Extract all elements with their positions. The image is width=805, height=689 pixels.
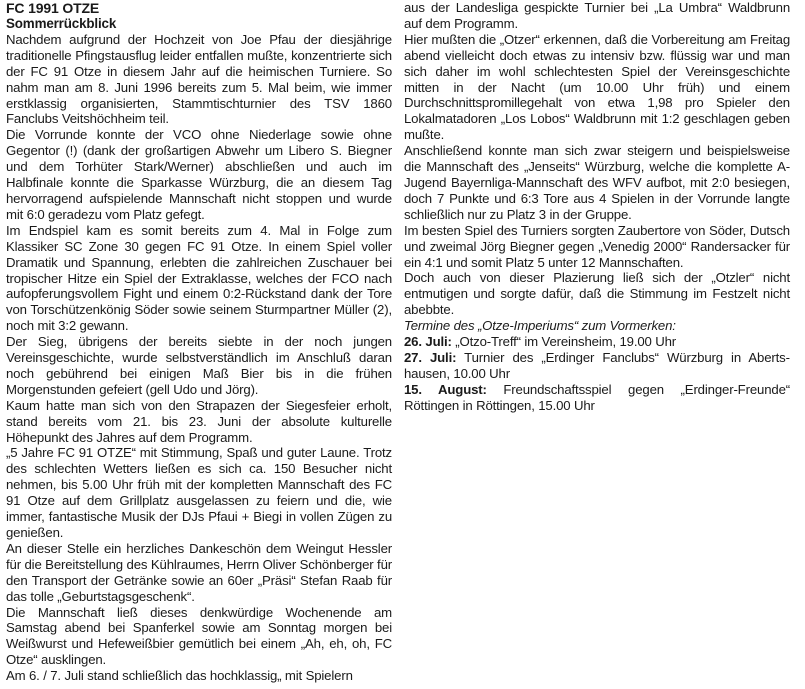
paragraph: An dieser Stelle ein herzliches Dankeschön dem Weingut Hessler für die Bereitstellung des Kühlraumes, Herrn Oliver Schönberger für den Transport der Getränke sowie an 60er „Präsi“ Stefan Raab für das tolle „Geburtstagsgeschenk“. — [6, 540, 392, 604]
paragraph: Hier mußten die „Otzer“ erkennen, daß die Vorbereitung am Freitag abend vielleicht doch etwas zu intensiv bzw. flüssig war und man sich daher im wohl schlechtesten Spiel der Vereinsgeschichte mitten in der Nacht (um 10.00 Uhr früh) und einem Durchschnittspromillegehalt von etwa 1,98 pro Spieler den Lokalmatadoren „Los Lobos“ Waldbrunn mit 1:2 geschlagen geben mußte. — [404, 31, 790, 143]
article-subtitle: Sommerrückblick — [6, 16, 117, 31]
paragraph: Im besten Spiel des Turniers sorgten Zaubertore von Söder, Dutsch und zweimal Jörg Biegner gegen „Venedig 2000“ Randersacker für ein 4:1 und somit Platz 5 unter 12 Mannschaften. — [404, 222, 790, 270]
date-label: 15. August: — [404, 381, 487, 397]
paragraph: Am 6. / 7. Juli stand schließlich das hochklassig„ mit Spielern — [6, 668, 353, 684]
date-label: 26. Juli: — [404, 334, 452, 350]
date-label: 27. Juli: — [404, 349, 457, 365]
paragraph: Die Mannschaft ließ dieses denkwürdige Wochenende am Samstag abend bei Spanferkel sowie am Sonntag morgen bei Weißwurst und Hefeweißbier gemütlich bei einem „Ah, eh, oh, FC Otze“ ausklingen. — [6, 604, 392, 668]
paragraph: Anschließend konnte man sich zwar steigern und beispielsweise die Mannschaft des „Jenseits“ Würzburg, welche die komplette A-Jugend Bayernliga-Mannschaft des WFV aufbot, mit 2:0 besiegen, doch 7 Punkte und 6:3 Tore aus 4 Spielen in der Vorrunde langte schließlich nur zu Platz 3 in der Gruppe. — [404, 143, 790, 222]
date-text: „Otzo-Treff“ im Vereinsheim, 19.00 Uhr — [451, 334, 677, 350]
paragraph: Die Vorrunde konnte der VCO ohne Niederlage sowie ohne Gegentor (!) (dank der großartigen Abwehr um Libero S. Biegner und dem Torhüter Stark/Werner) abschließen und auch im Halbfinale konnte die Sparkasse Würzburg, die an diesem Tag hervorragend aufspielende Mannschaft nicht stoppen und wurde mit 6:0 geradezu vom Platz gefegt. — [6, 127, 392, 222]
dates-heading: Termine des „Otze-Imperiums“ zum Vormerken: — [404, 318, 676, 334]
paragraph: aus der Landesliga gespickte Turnier bei „La Umbra“ Waldbrunn auf dem Programm. — [404, 0, 790, 31]
date-text: Freundschaftsspiel gegen „Erdinger-Freunde“ Röttingen in Röttingen, 15.00 Uhr — [404, 381, 790, 413]
date-entry — [404, 350, 790, 382]
paragraph: Doch auch von dieser Plazierung ließ sich der „Otzler“ nicht entmutigen und sorgte dafür, daß die Stimmung im Festzelt nicht abebbte. — [404, 270, 790, 318]
paragraph: Der Sieg, übrigens der bereits siebte in der noch jungen Vereinsgeschichte, wurde selbstverständlich im Anschluß daran noch gebührend bei einigen Maß Bier bis in die frühen Morgenstunden gefeiert (gell Udo und Jörg). — [6, 334, 392, 397]
paragraph: Kaum hatte man sich von den Strapazen der Siegesfeier erholt, stand bereits vom 21. bis 23. Juni der absolute kulturelle Höhepunkt des Jahres auf dem Programm. — [6, 397, 392, 445]
paragraph: „5 Jahre FC 91 OTZE“ mit Stimmung, Spaß und guter Laune. Trotz des schlechten Wetters ließen es sich ca. 150 Besucher nicht nehmen, bis 5.00 Uhr früh mit der kompletten Mannschaft des FC 91 Otze auf dem Grillplatz ausgelassen zu feiern und die, wie immer, fantastische Musik der DJs Pfaui + Biegi in vollen Zügen zu genießen. — [6, 445, 392, 540]
paragraph: Nachdem aufgrund der Hochzeit von Joe Pfau der diesjährige traditionelle Pfingstausflug leider entfallen mußte, konzentrierte sich der FC 91 Otze in diesem Jahr auf die heimischen Turniere. So nahm man am 8. Juni 1996 bereits zum 5. Mal beim, wie immer erstklassig organisierten, Stammtischturnier des TSV 1860 Fanclubs Veitshöchheim teil. — [6, 31, 392, 127]
left-column — [6, 0, 392, 684]
article-title: FC 1991 OTZE — [6, 0, 100, 16]
date-text: Turnier des „Erdinger Fanclubs“ Würzburg in Abertshausen, 10.00 Uhr — [404, 349, 790, 381]
date-entry — [404, 334, 790, 350]
paragraph: Im Endspiel kam es somit bereits zum 4. Mal in Folge zum Klassiker SC Zone 30 gegen FC 91 Otze. In einem Spiel voller Dramatik und Spannung, erlebten die zahlreichen Zuschauer bei tropischer Hitze ein Spiel der Extraklasse, welches der FCO nach aufopferungsvollem Fight und einem 0:2-Rückstand dank der Tore von Torschützenkönig Söder sowie seinem Sturmpartner Müller (2), noch mit 3:2 gewann. — [6, 222, 392, 334]
right-column — [404, 0, 790, 414]
date-entry — [404, 382, 790, 414]
